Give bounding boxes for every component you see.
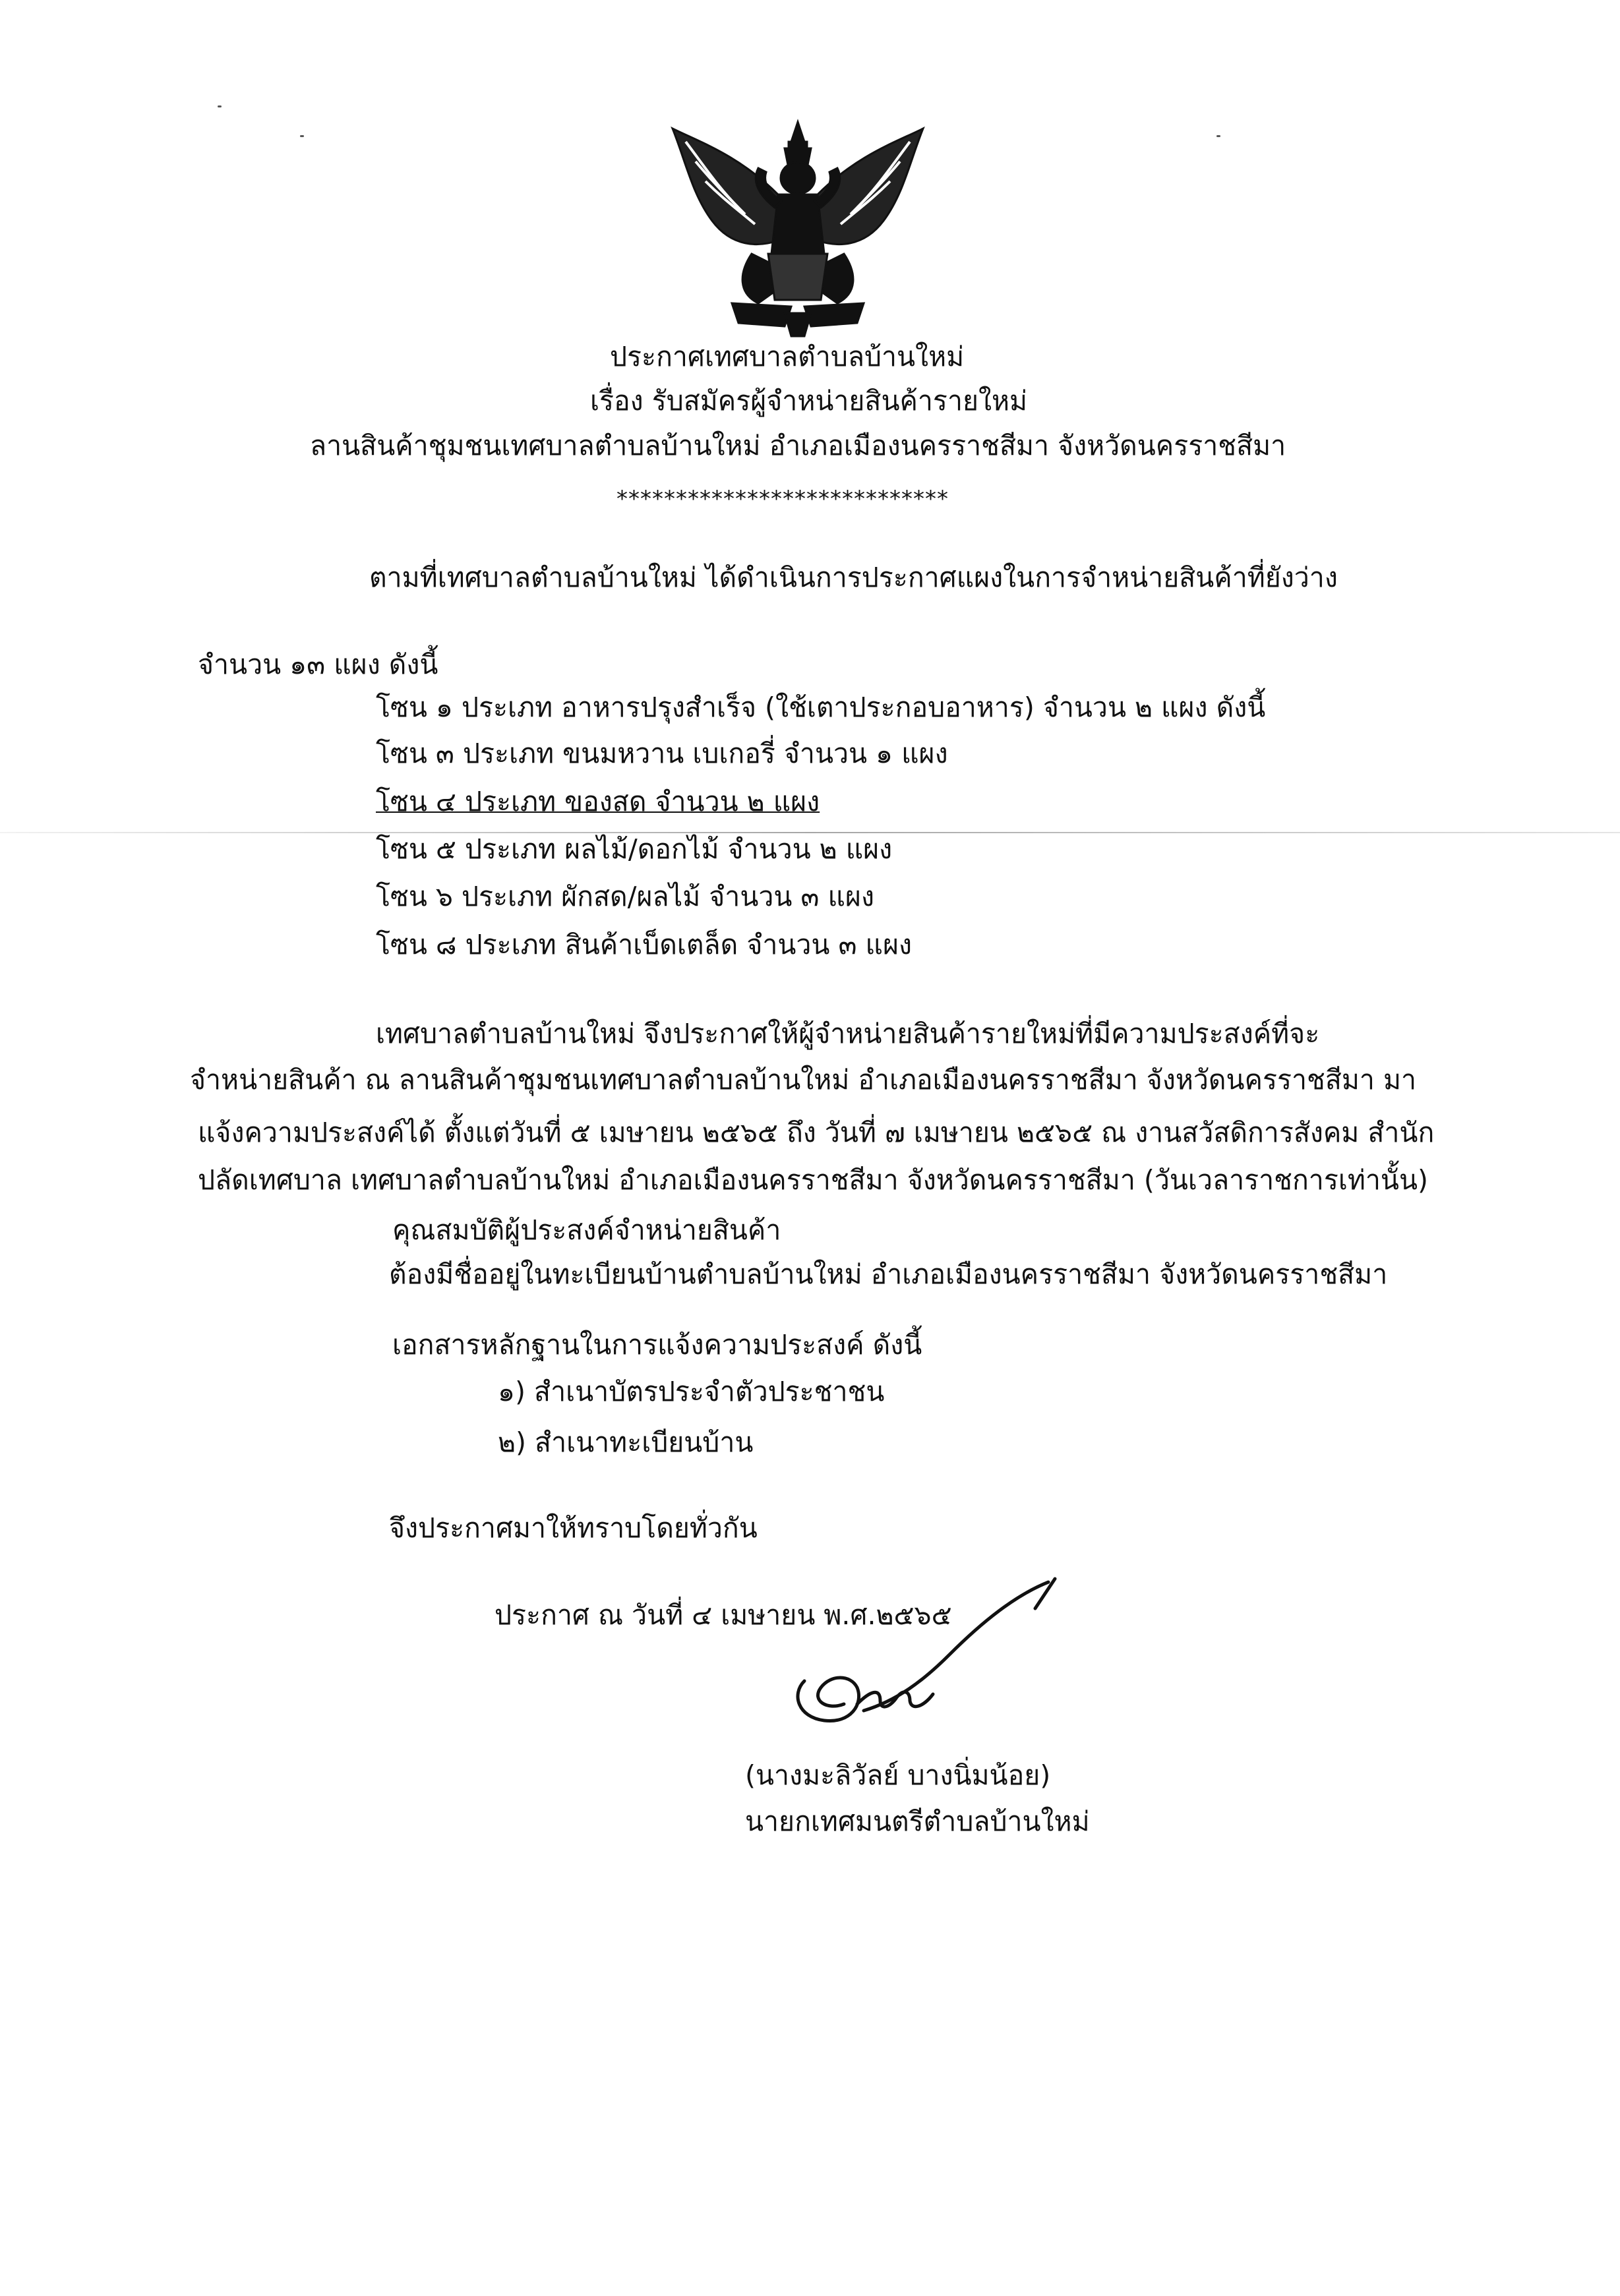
header-separator: **************************** — [616, 486, 949, 512]
body-line-3: แจ้งความประสงค์ได้ ตั้งแต่วันที่ ๕ เมษายน ๒๕๖๕ ถึง วันที่ ๗ เมษายน ๒๕๖๕ ณ งานสวัสดิการสังคม สำนัก — [198, 1117, 1435, 1148]
signer-position: นายกเทศมนตรีตำบลบ้านใหม่ — [745, 1806, 1090, 1837]
document-item: ๒) สำเนาทะเบียนบ้าน — [498, 1427, 754, 1458]
zone-item: โซน ๘ ประเภท สินค้าเบ็ดเตล็ด จำนวน ๓ แผง — [376, 929, 913, 960]
announcement-date: ประกาศ ณ วันที่ ๔ เมษายน พ.ศ.๒๕๖๕ — [495, 1599, 952, 1631]
announcement-title: ประกาศเทศบาลตำบลบ้านใหม่ — [610, 341, 965, 372]
intro-line-2: จำนวน ๑๓ แผง ดังนี้ — [198, 649, 438, 680]
qualification-title: คุณสมบัติผู้ประสงค์จำหน่ายสินค้า — [392, 1214, 781, 1246]
scan-speck — [1216, 135, 1220, 137]
body-line-1: เทศบาลตำบลบ้านใหม่ จึงประกาศให้ผู้จำหน่ายสินค้ารายใหม่ที่มีความประสงค์ที่จะ — [376, 1018, 1320, 1049]
zone-item: โซน ๕ ประเภท ผลไม้/ดอกไม้ จำนวน ๒ แผง — [376, 833, 893, 865]
garuda-emblem-icon — [659, 115, 936, 339]
intro-line-1: ตามที่เทศบาลตำบลบ้านใหม่ ได้ดำเนินการประกาศแผงในการจำหน่ายสินค้าที่ยังว่าง — [369, 562, 1338, 593]
body-line-4: ปลัดเทศบาล เทศบาลตำบลบ้านใหม่ อำเภอเมืองนครราชสีมา จังหวัดนครราชสีมา (วันเวลาราชการเท่านั้น) — [198, 1164, 1428, 1196]
signature-mark — [765, 1569, 1068, 1747]
documents-title: เอกสารหลักฐานในการแจ้งความประสงค์ ดังนี้ — [392, 1329, 922, 1361]
closing-line: จึงประกาศมาให้ทราบโดยทั่วกัน — [389, 1512, 758, 1544]
zone-item: โซน ๔ ประเภท ของสด จำนวน ๒ แผง — [376, 786, 820, 817]
zone-item: โซน ๑ ประเภท อาหารปรุงสำเร็จ (ใช้เตาประกอบอาหาร) จำนวน ๒ แผง ดังนี้ — [376, 692, 1266, 723]
qualification-detail: ต้องมีชื่ออยู่ในทะเบียนบ้านตำบลบ้านใหม่ อำเภอเมืองนครราชสีมา จังหวัดนครราชสีมา — [389, 1258, 1388, 1290]
zone-item: โซน ๓ ประเภท ขนมหวาน เบเกอรี่ จำนวน ๑ แผง — [376, 738, 948, 769]
signer-name: (นางมะลิวัลย์ บางนิ่มน้อย) — [745, 1759, 1051, 1791]
zone-item: โซน ๖ ประเภท ผักสด/ผลไม้ จำนวน ๓ แผง — [376, 881, 874, 912]
announcement-subject: เรื่อง รับสมัครผู้จำหน่ายสินค้ารายใหม่ — [590, 385, 1028, 417]
body-line-2: จำหน่ายสินค้า ณ ลานสินค้าชุมชนเทศบาลตำบลบ้านใหม่ อำเภอเมืองนครราชสีมา จังหวัดนครราชสีมา มา — [190, 1064, 1417, 1096]
scan-speck — [218, 105, 222, 107]
announcement-location: ลานสินค้าชุมชนเทศบาลตำบลบ้านใหม่ อำเภอเมืองนครราชสีมา จังหวัดนครราชสีมา — [310, 430, 1286, 461]
scan-speck — [300, 135, 304, 137]
document-item: ๑) สำเนาบัตรประจำตัวประชาชน — [498, 1376, 885, 1407]
